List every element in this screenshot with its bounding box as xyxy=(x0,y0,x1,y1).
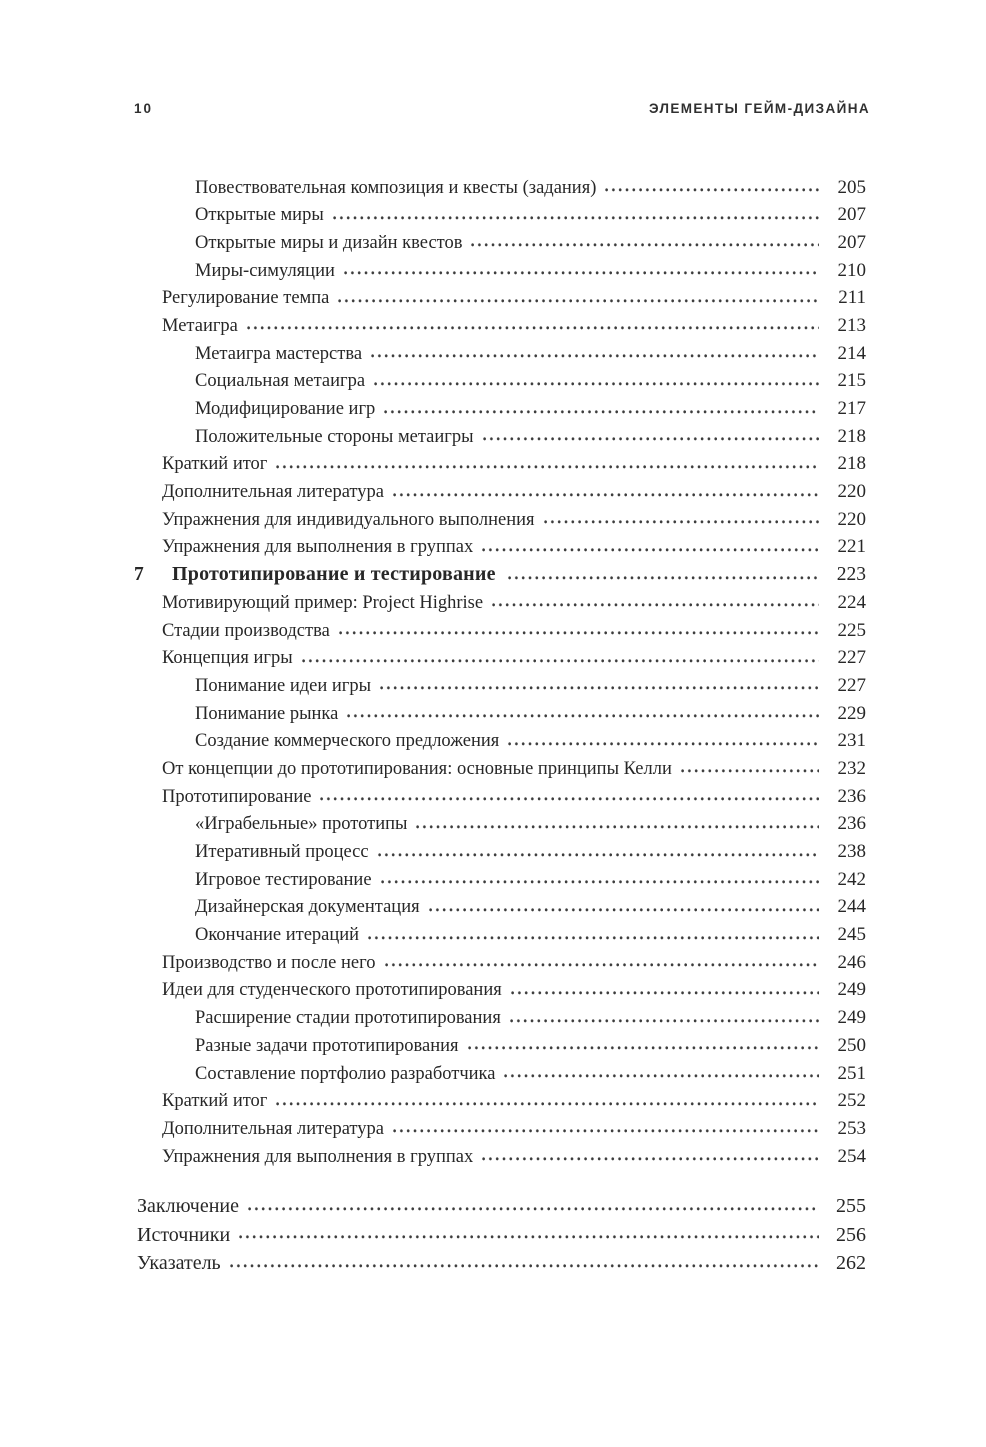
toc-entry xyxy=(134,1115,866,1143)
toc-entry-label: Итеративный процесс xyxy=(195,842,369,862)
toc-entry xyxy=(134,1143,866,1171)
toc-entry xyxy=(134,1005,866,1033)
leader-dots-icon xyxy=(230,1249,819,1269)
toc-list xyxy=(134,174,866,1171)
toc-entry-label: Открытые миры xyxy=(195,205,324,226)
toc-entry xyxy=(134,839,866,867)
toc-entry-label: Прототипирование и тестирование xyxy=(172,563,496,586)
toc-entry-page: 262 xyxy=(836,1252,866,1275)
toc-entry-label: Создание коммерческого предложения xyxy=(195,731,500,752)
leader-dots-icon xyxy=(378,839,819,858)
toc-entry-label: Прототипирование xyxy=(162,786,312,807)
toc-entry xyxy=(134,1032,866,1060)
toc-entry xyxy=(134,977,866,1005)
leader-dots-icon xyxy=(393,479,819,498)
leader-dots-icon xyxy=(338,285,819,304)
toc-entry-page: 227 xyxy=(837,674,866,696)
toc-entry-page: 224 xyxy=(837,591,866,613)
toc-entry-label: Мотивирующий пример: Project Highrise xyxy=(162,592,484,613)
leader-dots-icon xyxy=(483,423,819,442)
toc-entry-page: 207 xyxy=(837,204,866,226)
toc-entry-page: 236 xyxy=(837,785,866,807)
toc-entry-label: Открытые миры и дизайн квестов xyxy=(195,232,463,253)
toc-entry-label: Упражнения для выполнения в группах xyxy=(162,537,474,558)
toc-entry-page: 215 xyxy=(837,370,866,392)
toc-entry xyxy=(134,894,866,922)
toc-entry xyxy=(134,534,866,562)
leader-dots-icon xyxy=(302,645,819,664)
toc-entry xyxy=(134,340,866,368)
toc-entry xyxy=(134,1088,866,1116)
toc-entry-page: 218 xyxy=(837,453,866,475)
toc-entry xyxy=(134,617,866,645)
toc-entry-label: Дополнительная литература xyxy=(162,1118,384,1139)
toc-entry-label: Разные задачи прототипирования xyxy=(195,1035,459,1056)
toc-entry xyxy=(134,700,866,728)
toc-entry-label: Краткий итог xyxy=(162,1091,268,1112)
leader-dots-icon xyxy=(471,229,819,248)
toc-entry-label: Окончание итераций xyxy=(195,925,360,946)
toc-entry-label: Составление портфолио разработчика xyxy=(195,1063,496,1084)
toc-entry-label: Источники xyxy=(137,1223,231,1246)
toc-entry-page: 250 xyxy=(837,1034,866,1056)
toc-entry-number: 7 xyxy=(134,564,144,586)
toc-entry-label: Миры-симуляции xyxy=(195,260,335,281)
toc-entry-label: Игровое тестирование xyxy=(195,869,372,890)
toc-entry-label: Дополнительная литература xyxy=(162,482,384,503)
toc-entry-page: 249 xyxy=(837,1007,866,1029)
toc-entry xyxy=(134,479,866,507)
toc-entry-label: Социальная метаигра xyxy=(195,371,366,392)
toc-entry xyxy=(134,1249,866,1278)
toc-entry-page: 218 xyxy=(837,425,866,447)
leader-dots-icon xyxy=(681,755,819,774)
toc-entry xyxy=(134,811,866,839)
toc-entry-page: 225 xyxy=(837,619,866,641)
toc-entry-page: 231 xyxy=(837,730,866,752)
leader-dots-icon xyxy=(482,534,819,553)
leader-dots-icon xyxy=(416,811,819,830)
toc-entry-label: Краткий итог xyxy=(162,454,268,475)
leader-dots-icon xyxy=(504,1060,819,1079)
toc-entry-page: 256 xyxy=(836,1223,866,1246)
toc-entry xyxy=(134,589,866,617)
leader-dots-icon xyxy=(347,700,819,719)
toc-entry xyxy=(134,1060,866,1088)
leader-dots-icon xyxy=(544,506,819,525)
toc-entry xyxy=(134,1192,866,1221)
toc-entry-page: 214 xyxy=(837,342,866,364)
toc-entry xyxy=(134,174,866,202)
toc-entry-page: 220 xyxy=(837,481,866,503)
leader-dots-icon xyxy=(339,617,819,636)
toc-entry xyxy=(134,229,866,257)
toc-entry-page: 249 xyxy=(837,979,866,1001)
leader-dots-icon xyxy=(605,174,819,193)
toc-entry xyxy=(134,285,866,313)
toc-entry xyxy=(134,506,866,534)
leader-dots-icon xyxy=(248,1192,819,1212)
toc-entry xyxy=(134,922,866,950)
leader-dots-icon xyxy=(393,1115,819,1134)
toc-entry-label: От концепции до прототипирования: основные принципы Келли xyxy=(162,758,672,779)
toc-entry-label: «Играбельные» прототипы xyxy=(195,814,408,835)
toc-entry xyxy=(134,672,866,700)
toc-entry xyxy=(134,451,866,479)
page-number: 10 xyxy=(134,101,154,116)
leader-dots-icon xyxy=(482,1143,819,1162)
toc-entry xyxy=(134,423,866,451)
toc-entry-label: Регулирование темпа xyxy=(162,288,330,309)
toc-entry-page: 227 xyxy=(837,647,866,669)
leader-dots-icon xyxy=(333,202,819,221)
toc-entry xyxy=(134,257,866,285)
leader-dots-icon xyxy=(511,977,819,996)
toc-entry-label: Метаигра мастерства xyxy=(195,343,363,364)
toc-entry-page: 205 xyxy=(837,176,866,198)
leader-dots-icon xyxy=(239,1221,819,1241)
toc-entry-page: 238 xyxy=(837,841,866,862)
toc-entry-page: 244 xyxy=(837,896,866,918)
leader-dots-icon xyxy=(371,340,819,359)
toc-entry xyxy=(134,202,866,230)
toc-entry-page: 221 xyxy=(837,536,866,558)
toc-entry-page: 255 xyxy=(836,1195,866,1217)
toc-entry-page: 242 xyxy=(837,868,866,890)
toc-back-matter xyxy=(134,1192,866,1278)
toc-entry-label: Понимание рынка xyxy=(195,703,339,724)
toc-entry xyxy=(134,728,866,756)
leader-dots-icon xyxy=(510,1005,819,1024)
toc-entry-label: Упражнения для индивидуального выполнения xyxy=(162,509,535,530)
leader-dots-icon xyxy=(508,562,819,581)
leader-dots-icon xyxy=(381,866,819,885)
leader-dots-icon xyxy=(320,783,819,802)
toc-entry-page: 211 xyxy=(838,287,866,309)
toc-entry-label: Модифицирование игр xyxy=(195,399,376,419)
toc-entry-label: Расширение стадии прототипирования xyxy=(195,1008,501,1029)
leader-dots-icon xyxy=(247,312,819,331)
running-title: ЭЛЕМЕНТЫ ГЕЙМ-ДИЗАЙНА xyxy=(648,101,870,116)
toc-entry-label: Понимание идеи игры xyxy=(195,675,372,696)
toc-entry-label: Упражнения для выполнения в группах xyxy=(162,1146,474,1167)
leader-dots-icon xyxy=(429,894,819,913)
toc-entry-page: 236 xyxy=(837,813,866,835)
toc-entry-page: 253 xyxy=(837,1117,866,1139)
toc-entry-page: 232 xyxy=(837,757,866,779)
leader-dots-icon xyxy=(344,257,819,276)
toc-entry xyxy=(134,562,866,590)
toc-entry-label: Концепция игры xyxy=(162,648,293,669)
toc-entry-page: 210 xyxy=(837,259,866,281)
toc-entry-page: 229 xyxy=(837,702,866,724)
toc-entry-page: 251 xyxy=(837,1062,866,1084)
toc-entry xyxy=(134,783,866,811)
toc-entry-page: 252 xyxy=(837,1090,866,1112)
toc-entry xyxy=(134,645,866,673)
toc-entry xyxy=(134,755,866,783)
leader-dots-icon xyxy=(380,672,819,691)
toc-entry-page: 223 xyxy=(836,564,866,586)
toc-entry-label: Производство и после него xyxy=(162,952,376,973)
toc-entry-label: Идеи для студенческого прототипирования xyxy=(162,980,502,1001)
toc-entry xyxy=(134,312,866,340)
leader-dots-icon xyxy=(468,1032,819,1051)
toc-entry-page: 220 xyxy=(837,508,866,530)
toc-entry xyxy=(134,396,866,424)
leader-dots-icon xyxy=(374,368,819,387)
leader-dots-icon xyxy=(276,451,819,470)
toc-entry-page: 254 xyxy=(837,1145,866,1167)
toc-entry-label: Стадии производства xyxy=(162,620,330,641)
toc-entry-label: Заключение xyxy=(137,1195,239,1217)
toc-entry-page: 213 xyxy=(837,314,866,336)
toc-entry-page: 246 xyxy=(837,951,866,973)
page-header xyxy=(134,101,870,116)
leader-dots-icon xyxy=(492,589,819,608)
toc-entry-label: Дизайнерская документация xyxy=(195,897,420,918)
leader-dots-icon xyxy=(384,396,819,415)
leader-dots-icon xyxy=(276,1088,819,1107)
toc-entry xyxy=(134,1221,866,1250)
toc-entry-page: 217 xyxy=(837,398,866,419)
toc-entry xyxy=(134,866,866,894)
toc-entry-label: Метаигра xyxy=(162,315,238,336)
toc-entry-label: Указатель xyxy=(137,1252,221,1275)
toc-entry-page: 207 xyxy=(837,231,866,253)
leader-dots-icon xyxy=(385,949,820,968)
leader-dots-icon xyxy=(368,922,819,941)
toc-entry xyxy=(134,368,866,396)
toc-entry-page: 245 xyxy=(837,924,866,946)
toc-entry-label: Повествовательная композиция и квесты (задания) xyxy=(195,177,597,198)
toc-entry xyxy=(134,949,866,977)
leader-dots-icon xyxy=(508,728,819,747)
toc-entry-label: Положительные стороны метаигры xyxy=(195,426,474,447)
